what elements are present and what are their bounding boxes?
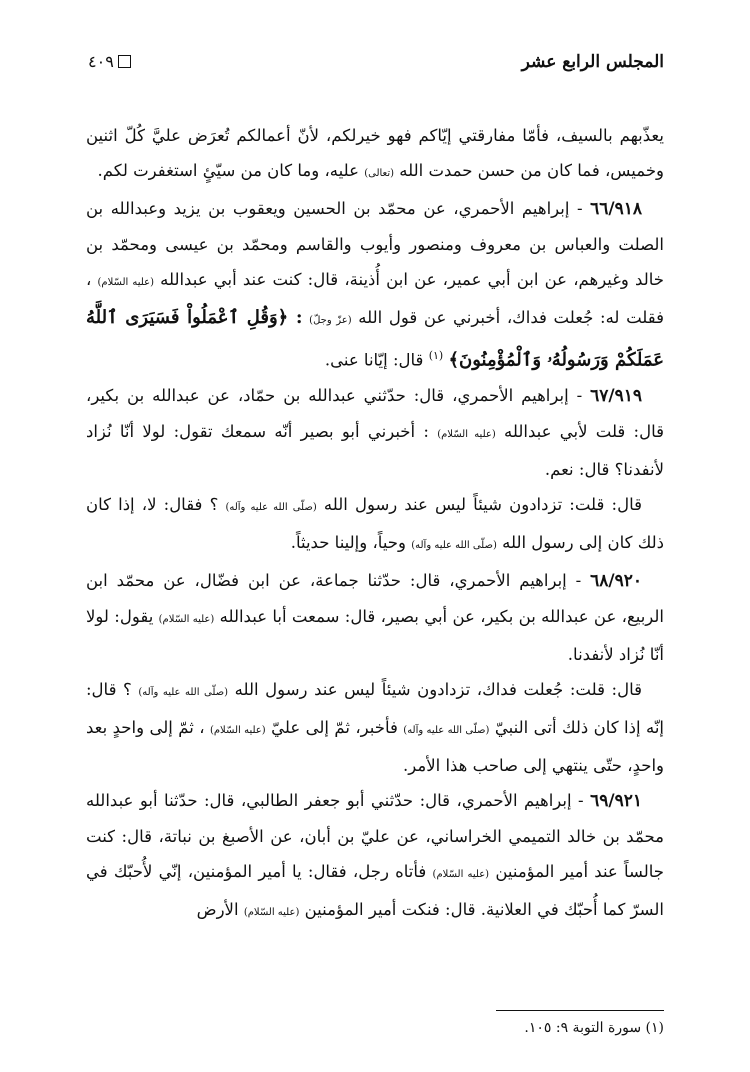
honorific: (صلّى الله عليه وآله) — [138, 686, 229, 698]
text-span: - إبراهيم الأحمري، قال: حدّثنا جماعة، عن ابن فضّال، عن محمّد ابن الربيع، عن عبدالله بن بكير، عن أبي بصير، قال: سمعت أبا عبدالله — [86, 570, 665, 626]
hadith-paragraph — [86, 378, 664, 487]
honorific: (عليه السّلام) — [158, 613, 215, 625]
footnote-divider — [496, 1010, 664, 1011]
hadith-number: ٦٦/٩١٨ — [590, 199, 642, 219]
chapter-title: المجلس الرابع عشر — [521, 52, 664, 72]
text-span: وحياً، وإلينا حديثاً. — [290, 532, 406, 552]
text-span: : أخبرني أبو بصير أنّه سمعك تقول: لولا أنّا نُزاد لأنفدنا؟ قال: نعم. — [86, 421, 664, 479]
hadith-paragraph — [86, 783, 664, 930]
text-span: - إبراهيم الأحمري، قال: حدّثني عبدالله بن حمّاد، عن عبدالله بن بكير، قال: قلت لأبي عبدالله — [86, 385, 665, 441]
page-number: ٤٠٩ — [88, 52, 114, 71]
hadith-paragraph — [86, 563, 664, 672]
paragraph — [86, 487, 664, 563]
footnote-marker: (١) — [428, 349, 444, 362]
quran-verse: : ﴿وَقُلِ ٱعْمَلُواْ فَسَيَرَى ٱللَّهُ عَمَلَكُمْ وَرَسُولُهُۥ وَٱلْمُؤْمِنُونَ﴾ — [86, 307, 664, 371]
text-span: ؟ فقال: لا، إذا كان ذلك كان إلى رسول الله — [86, 494, 664, 552]
hadith-paragraph — [86, 191, 664, 378]
text-span: يعذّبهم بالسيف، فأمّا مفارقتي إيّاكم فهو خيرلكم، لأنّ أعمالكم تُعرَض عليَّ كُلّ اثنين وخميس، فما كان من حسن حمدت الله — [86, 126, 664, 180]
honorific: (تعالى) — [364, 168, 395, 179]
text-span: فأخبر، ثمّ إلى عليّ — [271, 717, 398, 737]
honorific: (صلّى الله عليه وآله) — [403, 724, 490, 736]
hadith-number: ٦٧/٩١٩ — [590, 385, 642, 406]
honorific: (عليه السّلام) — [243, 906, 300, 918]
text-span: ، ثمّ إلى واحدٍ بعد واحدٍ، حتّى ينتهي إلى صاحب هذا الأمر. — [86, 717, 664, 775]
hadith-number: ٦٨/٩٢٠ — [590, 570, 643, 591]
paragraph — [86, 118, 664, 191]
text-span: عليه، وما كان من سيّئٍ استغفرت لكم. — [97, 161, 359, 180]
text-span: ، فقلت له: جُعلت فداك، أخبرني عن قول الله — [86, 270, 664, 327]
honorific: (عزّ وجلّ) — [309, 315, 352, 326]
honorific: (عليه السّلام) — [437, 428, 496, 440]
text-span: - إبراهيم الأحمري، قال: حدّثني أبو جعفر الطالبي، قال: حدّثنا أبو عبدالله محمّد بن خالد التميمي الخراساني، عن عليّ بن أبان، عن الأصبغ بن نباتة، قال: كنت جالساً عند أمير المؤمنين — [86, 790, 665, 881]
page-number-block — [88, 52, 131, 71]
text-span: الأرض — [196, 899, 239, 919]
honorific: (صلّى الله عليه وآله) — [411, 539, 497, 551]
paragraph — [86, 672, 664, 783]
text-span: ؟ قال: إنّه إذا كان ذلك أتى النبيّ — [86, 679, 665, 737]
text-span: قال: قلت: جُعلت فداك، تزدادون شيئاً ليس عند رسول الله — [234, 679, 643, 699]
page-body — [86, 118, 664, 930]
text-span: فأتاه رجل، فقال: يا أمير المؤمنين، إنّي لأُحبّك في السرّ كما أُحبّك في العلانية. قال: فنكت أمير المؤمنين — [86, 861, 664, 919]
footnote: (١) سورة التوبة ٩: ١٠٥. — [524, 1020, 664, 1036]
page-header — [88, 52, 664, 82]
honorific: (عليه السّلام) — [432, 868, 490, 880]
hadith-number: ٦٩/٩٢١ — [590, 790, 642, 811]
text-span: - إبراهيم الأحمري، عن محمّد بن الحسين ويعقوب بن يزيد وعبدالله بن الصلت والعباس بن معروف ومنصور وأيوب والقاسم ومحمّد بن عيسى ومحمّد بن خالد وغيرهم، عن ابن أبي عمير، عن ابن أُذينة، قال: كنت عند أبي عبدالله — [86, 199, 664, 289]
text-span: قال: إيّانا عنى. — [324, 350, 424, 370]
square-ornament-icon — [118, 55, 131, 68]
honorific: (عليه السّلام) — [209, 724, 266, 736]
honorific: (عليه السّلام) — [97, 277, 154, 288]
honorific: (صلّى الله عليه وآله) — [225, 501, 317, 513]
text-span: قال: قلت: تزدادون شيئاً ليس عند رسول الله — [323, 494, 642, 514]
text-span: يقول: لولا أنّا نُزاد لأنفدنا. — [86, 606, 664, 664]
